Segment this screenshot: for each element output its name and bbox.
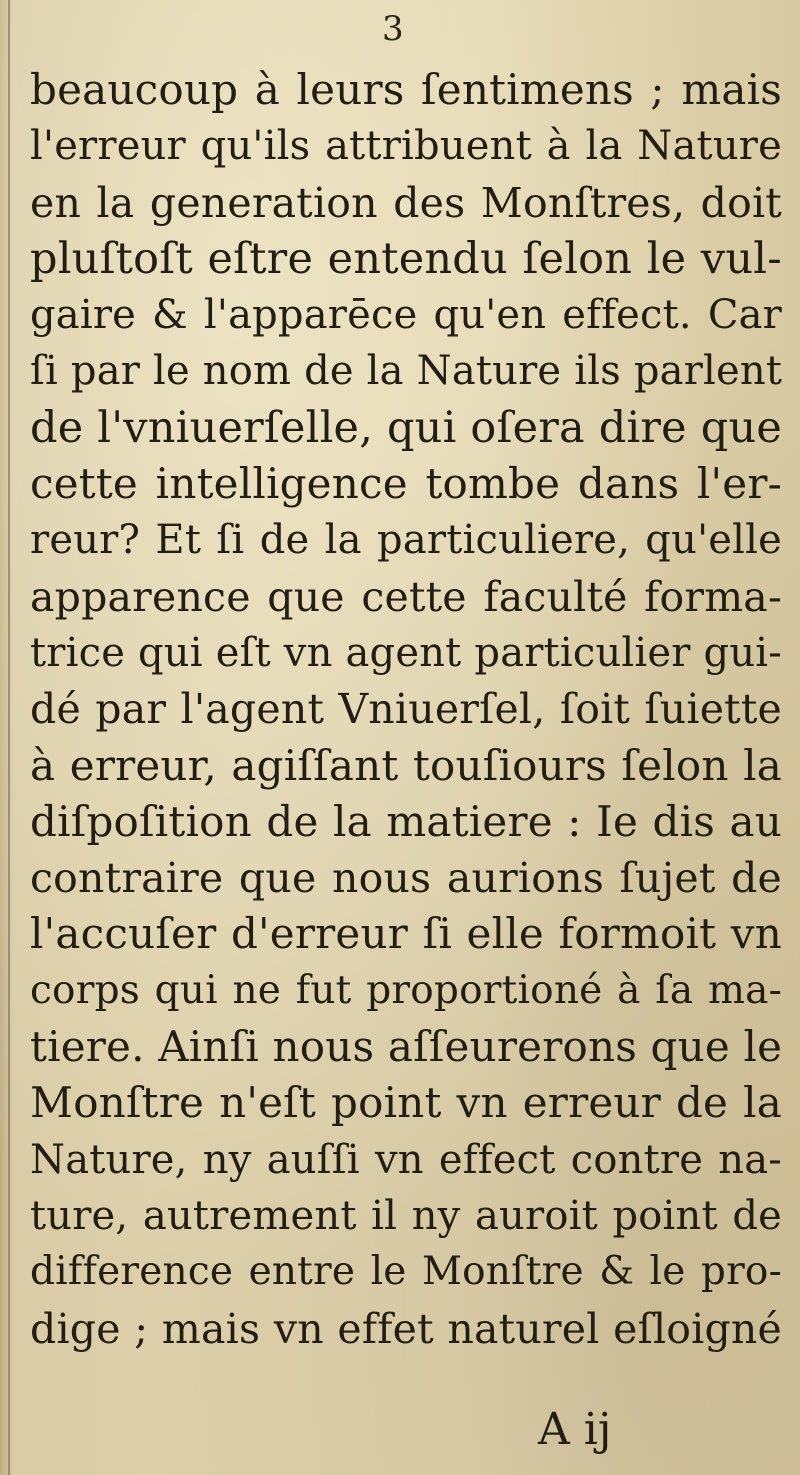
body-text <box>30 62 782 1357</box>
page-number: 3 <box>382 9 404 49</box>
text-line: de l'vniuerſelle, qui oſera dire que <box>30 402 782 453</box>
text-line: reur? Et ſi de la particuliere, qu'elle <box>30 517 782 564</box>
text-line: corps qui ne fut proportioné à ſa ma- <box>30 967 782 1013</box>
text-line: diſpoſition de la matiere : Ie dis au <box>30 796 782 846</box>
text-line: ture, autrement il ny auroit point de <box>30 1192 782 1239</box>
text-line: difference entre le Monſtre & le pro- <box>30 1249 782 1295</box>
text-line: Nature, ny auſſi vn effect contre na- <box>30 1136 782 1183</box>
binding-gutter-line <box>8 0 10 1475</box>
signature-mark: A ij <box>538 1404 612 1455</box>
text-line: à erreur, agiſſant touſiours ſelon la <box>30 740 782 790</box>
text-line: dige ; mais vn effet naturel eſloigné <box>30 1304 782 1353</box>
text-line: l'accuſer d'erreur ſi elle formoit vn <box>30 909 782 959</box>
text-line: beaucoup à leurs ſentimens ; mais <box>30 65 782 114</box>
text-line: ſi par le nom de la Nature ils parlent <box>30 348 783 395</box>
text-line: Monſtre n'eſt point vn erreur de la <box>30 1078 782 1128</box>
text-line: l'erreur qu'ils attribuent à la Nature <box>30 123 782 170</box>
text-line: pluſtoſt eſtre entendu ſelon le vul- <box>30 233 782 284</box>
text-line: trice qui eſt vn agent particulier gui- <box>30 629 782 676</box>
text-line: apparence que cette faculté forma- <box>30 572 782 621</box>
text-line: cette intelligence tombe dans l'er- <box>30 459 782 509</box>
text-line: contraire que nous aurions ſujet de <box>30 854 782 903</box>
text-line: en la generation des Monſtres, doit <box>30 178 782 227</box>
text-line: tiere. Ainſi nous aſſeurerons que le <box>30 1022 783 1072</box>
text-line: gaire & l'apparēce qu'en effect. Car <box>30 292 782 339</box>
text-line: dé par l'agent Vniuerſel, ſoit ſuiette <box>30 685 782 734</box>
